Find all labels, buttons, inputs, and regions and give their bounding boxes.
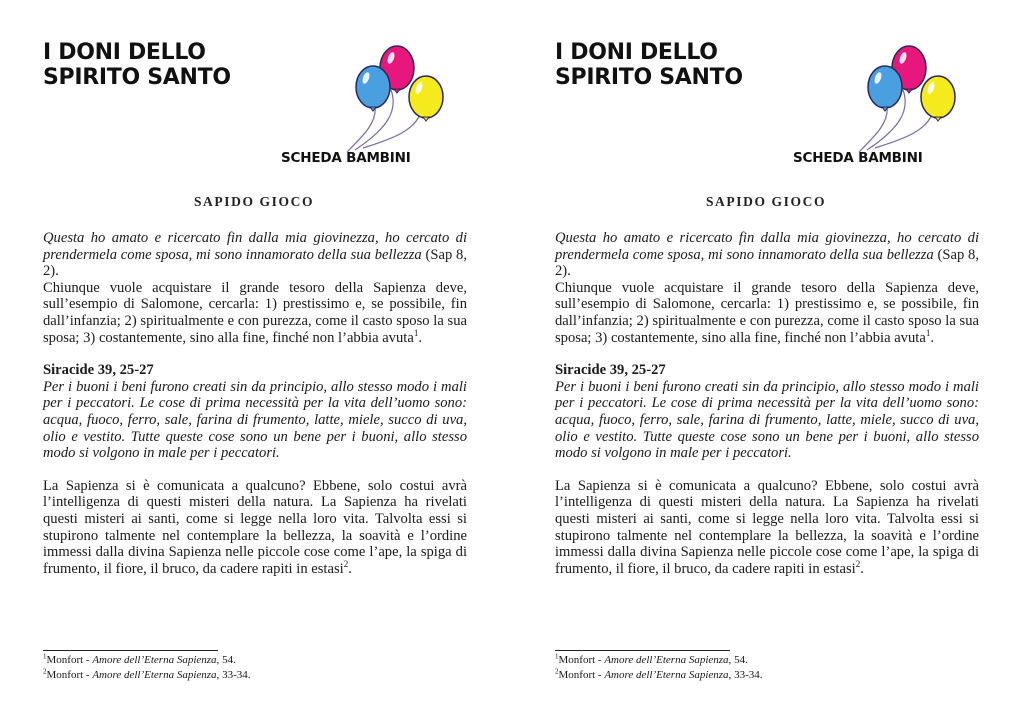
paragraph-1-end: . [418, 329, 422, 346]
footnote-2-pages: 33-34. [219, 668, 251, 681]
paragraph-2-end: . [860, 560, 864, 577]
paragraph-1-text: Chiunque vuole acquistare il grande tesoro della Sapienza deve, sull’esempio di Salomone, cercarla: 1) prestissimo e, se possibile, fin dall’infanzia; 2) spiritualmente e con purezza, come il casto sposo la sua sposa; 3) costantemente, sino alla fine, finché non l’abbia avuta [555, 279, 979, 346]
footnote-2-mark: 2 [555, 666, 559, 675]
right-page [555, 0, 1024, 725]
siracide-text: Per i buoni i beni furono creati sin da principio, allo stesso modo i mali per i peccatori. Le cose di prima necessità per la vita dell’uomo sono: acqua, fuoco, ferro, sale, farina di frumento, latte, miele, succo di uva, olio e vestito. Tutte queste cose sono un bene per i buoni, allo stesso modo si volgono in male per i peccatori. [43, 378, 467, 462]
left-page [43, 0, 513, 725]
footnote-2-author: Monfort - [558, 668, 605, 681]
footnote-1-author: Monfort - [558, 654, 605, 666]
footnote-ref-1: 1 [925, 327, 931, 338]
page-title [43, 40, 231, 90]
paragraph-2 [555, 478, 979, 578]
siracide-text: Per i buoni i beni furono creati sin da principio, allo stesso modo i mali per i peccatori. Le cose di prima necessità per la vita dell’uomo sono: acqua, fuoco, ferro, sale, farina di frumento, latte, miele, succo di uva, olio e vestito. Tutte queste cose sono un bene per i buoni, allo stesso modo si volgono in male per i peccatori. [555, 378, 979, 462]
intro-paragraph [43, 230, 467, 280]
quote-text: Questa ho amato e ricercato fin dalla mia giovinezza, ho cercato di prendermela come sposa, mi sono innamorato della sua bellezza [43, 230, 467, 263]
balloons-icon [325, 42, 445, 154]
footnote-2-mark: 2 [43, 666, 47, 675]
paragraph-2-end: . [348, 560, 352, 577]
footnotes [43, 653, 250, 682]
scheda-label: SCHEDA BAMBINI [281, 150, 411, 166]
footnote-ref-2: 2 [855, 558, 861, 569]
footnote-ref-1: 1 [413, 327, 419, 338]
footnote-divider [43, 650, 218, 651]
footnote-1-author: Monfort - [46, 654, 93, 666]
footnote-1-pages: 54. [731, 654, 748, 666]
page-title [555, 40, 743, 90]
quote-ref: (Sap 8, 2). [43, 246, 467, 280]
footnote-2 [43, 668, 250, 683]
title-line-2: SPIRITO SANTO [43, 65, 231, 90]
paragraph-2-text: La Sapienza si è comunicata a qualcuno? Ebbene, solo costui avrà l’intelligenza di questi misteri della natura. La Sapienza ha rivelati questi misteri ai santi, come si legge nella loro vita. Talvolta essi si stupirono talmente nel contemplare la bellezza, la soavità e l’ordine immessi dalla divina Sapienza nelle piccole cose come l’ape, la spiga di frumento, il fiore, il bruco, da cadere rapiti in estasi [43, 477, 467, 577]
section-title: SAPIDO GIOCO [705, 194, 827, 209]
paragraph-2-text: La Sapienza si è comunicata a qualcuno? Ebbene, solo costui avrà l’intelligenza di questi misteri della natura. La Sapienza ha rivelati questi misteri ai santi, come si legge nella loro vita. Talvolta essi si stupirono talmente nel contemplare la bellezza, la soavità e l’ordine immessi dalla divina Sapienza nelle piccole cose come l’ape, la spiga di frumento, il fiore, il bruco, da cadere rapiti in estasi [555, 477, 979, 577]
footnote-1-pages: 54. [219, 654, 236, 666]
paragraph-1 [555, 280, 979, 346]
footnotes [555, 653, 762, 682]
paragraph-1-text: Chiunque vuole acquistare il grande tesoro della Sapienza deve, sull’esempio di Salomone, cercarla: 1) prestissimo e, se possibile, fin dall’infanzia; 2) spiritualmente e con purezza, come il casto sposo la sua sposa; 3) costantemente, sino alla fine, finché non l’abbia avuta [43, 279, 467, 346]
scheda-label: SCHEDA BAMBINI [793, 150, 923, 166]
intro-paragraph [555, 230, 979, 280]
footnote-1-mark: 1 [555, 652, 559, 661]
balloons-icon [837, 42, 957, 154]
title-line-1: I DONI DELLO [43, 40, 206, 65]
footnote-1-title: Amore dell’Eterna Sapienza, [92, 654, 220, 666]
footnote-1 [43, 653, 250, 668]
footnote-1-mark: 1 [43, 652, 47, 661]
footnote-2-title: Amore dell’Eterna Sapienza, [604, 668, 732, 681]
title-line-2: SPIRITO SANTO [555, 65, 743, 90]
footnote-2-author: Monfort - [46, 668, 93, 681]
footnote-ref-2: 2 [343, 558, 349, 569]
body-text [555, 230, 979, 577]
siracide-heading: Siracide 39, 25-27 [555, 362, 666, 379]
body-text [43, 230, 467, 577]
paragraph-1-end: . [930, 329, 934, 346]
footnote-divider [555, 650, 730, 651]
siracide-heading: Siracide 39, 25-27 [43, 362, 154, 379]
footnote-2-title: Amore dell’Eterna Sapienza, [92, 668, 220, 681]
quote-text: Questa ho amato e ricercato fin dalla mia giovinezza, ho cercato di prendermela come sposa, mi sono innamorato della sua bellezza [555, 230, 979, 263]
title-line-1: I DONI DELLO [555, 40, 718, 65]
paragraph-1 [43, 280, 467, 346]
footnote-1 [555, 653, 762, 668]
paragraph-2 [43, 478, 467, 578]
footnote-1-title: Amore dell’Eterna Sapienza, [604, 654, 732, 666]
footnote-2-pages: 33-34. [731, 668, 763, 681]
section-title: SAPIDO GIOCO [193, 194, 315, 209]
quote-ref: (Sap 8, 2). [555, 246, 979, 280]
footnote-2 [555, 668, 762, 683]
